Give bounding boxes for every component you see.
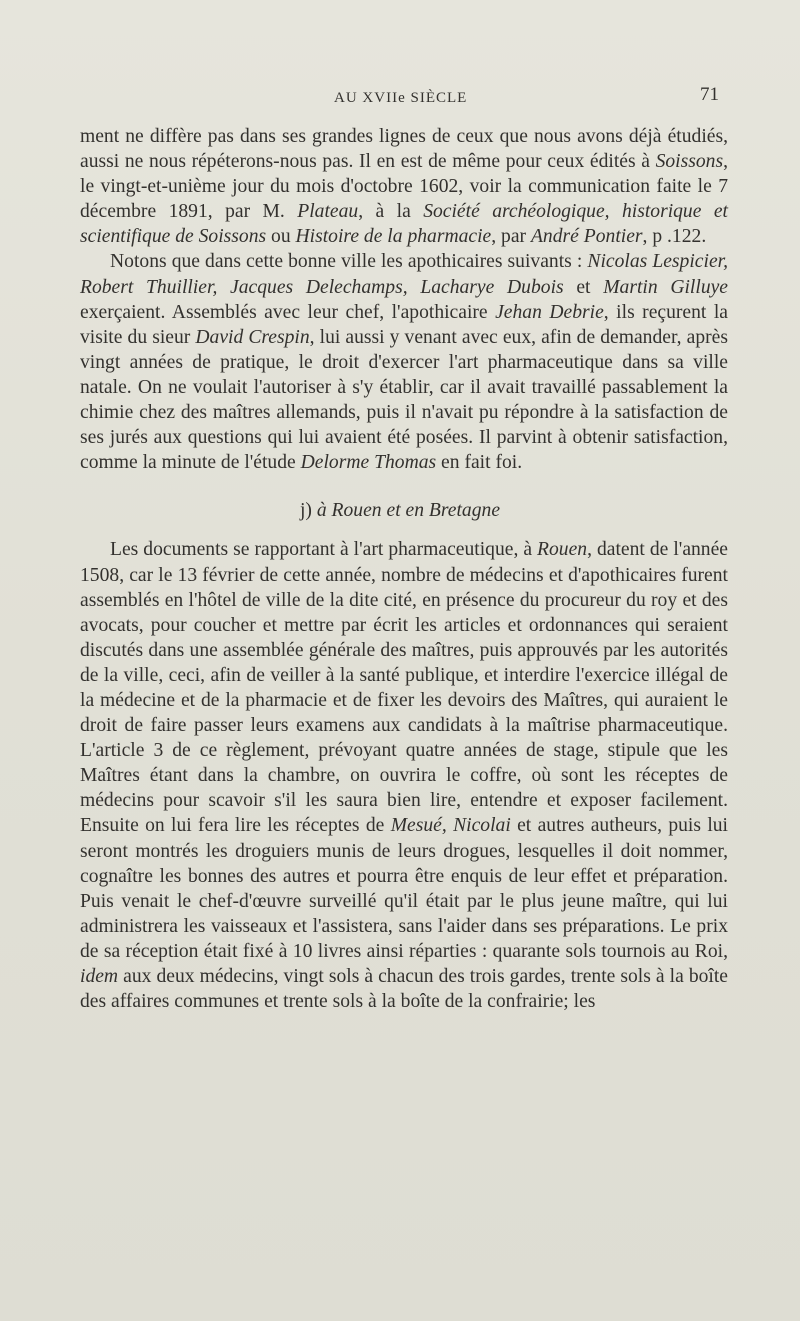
paragraph: Notons que dans cette bonne ville les apothicaires suivants : Nicolas Lespicier, Robert Thuillier, Jacques Delechamps, Lacharye Dubois et Martin Gilluye exerçaient. Assemblés avec leur chef, l'apothicaire Jehan Debrie, ils reçurent la visite du sieur David Crespin, lui aussi y venant avec eux, afin de demander, après vingt années de pratique, le droit d'exercer l'art pharmaceutique dans sa ville natale. On ne voulait l'autoriser à s'y établir, car il avait travaillé passablement la chimie chez des maîtres allemands, puis il n'avait pu répondre à la satisfaction de ses jurés aux questions qui lui avaient été posées. Il parvint à obtenir satisfaction, comme la minute de l'étude Delorme Thomas en fait foi. <box>80 251 729 474</box>
paragraph: ment ne diffère pas dans ses grandes lignes de ceux que nous avons déjà étudiés, aussi ne nous répéterons-nous pas. Il en est de même pour ceux édités à Soissons, le vingt-et-unième jour du mois d'octobre 1602, voir la communication faite le 7 décembre 1891, par M. Plateau, à la Société archéologique, historique et scientifique de Soissons ou Histoire de la pharmacie, par André Pontier, p .122. <box>80 126 728 248</box>
section-heading: j) à Rouen et en Bretagne <box>299 500 501 522</box>
page-number: 71 <box>700 84 719 105</box>
body-text <box>80 124 728 1014</box>
running-title: AU XVIIe SIÈCLE <box>334 90 468 106</box>
paragraph: Les documents se rapportant à l'art pharmaceutique, à Rouen, datent de l'année 1508, car le 13 février de cette année, nombre de médecins et d'apothicaires furent assemblés en l'hôtel de ville de la dite cité, en présence du procureur du roy et des avocats, pour coucher et mettre par écrit les articles et ordonnances qui seraient discutés dans une assemblée générale des maîtres, puis approuvés par les autorités de la ville, ceci, afin de veiller à la santé publique, et interdire l'exercice illégal de la médecine et de la pharmacie et de fixer les devoirs des Maîtres, qui auraient le droit de faire passer leurs examens aux candidats à la maîtrise pharmaceutique. L'article 3 de ce règlement, prévoyant quatre années de stage, stipule que les Maîtres étant dans la chambre, on ouvrira le coffre, où sont les réceptes de médecins pour scavoir s'il les saura bien lire, entendre et exposer facilement. Ensuite on lui fera lire les réceptes de Mesué, Nicolai et autres autheurs, puis lui seront montrés les droguiers munis de leurs drogues, lesquelles il doit nommer, cognaître les bonnes des autres et pourra être enquis de leur effet et préparation. Puis venait le chef-d'œuvre surveillé qu'il était par le plus jeune maître, qui lui administrera les vaisseaux et l'assistera, sans l'aider dans ses préparations. Le prix de sa réception était fixé à 10 livres ainsi réparties : quarante sols tournois au Roi, idem aux deux médecins, vingt sols à chacun des trois gardes, trente sols à la boîte des affaires communes et trente sols à la boîte de la confrairie; les <box>80 539 728 1013</box>
